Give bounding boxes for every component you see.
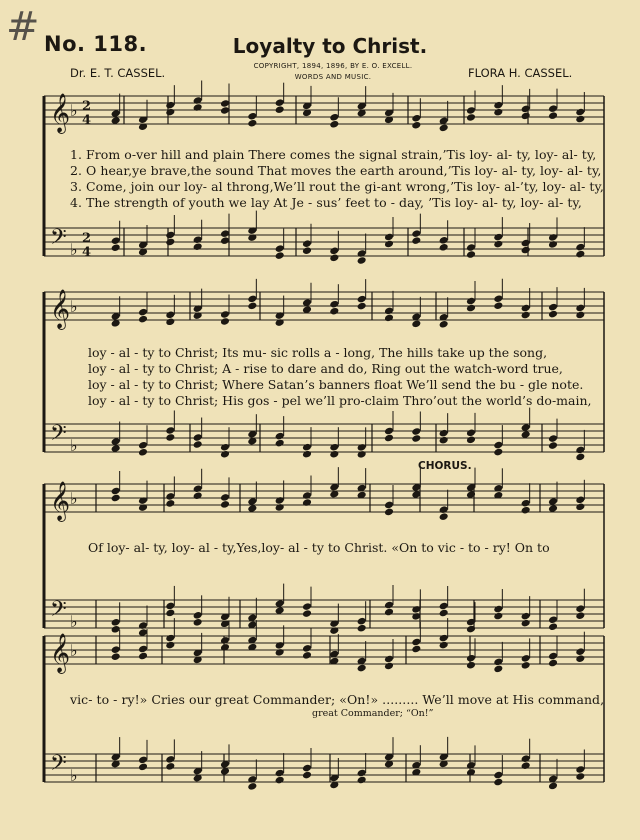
bass-note (357, 776, 367, 785)
bass-note (548, 441, 558, 450)
treble-clef-icon: 𝄞 (50, 633, 71, 673)
melody-note (548, 659, 558, 668)
bass-note (357, 624, 367, 633)
bass-note (439, 243, 449, 252)
echo-lyric: great Commander; “On!” (312, 708, 434, 719)
verse-3-line-1: 3. Come, join our loy- al throng,We’ll rout the gi-ant wrong,’Tis loy- al-’ty, loy- al- ty, (70, 179, 604, 194)
flat-icon: ♭ (70, 766, 78, 785)
melody-note (193, 491, 203, 500)
melody-note (247, 302, 257, 311)
bass-note (575, 250, 585, 259)
bass-note (521, 761, 531, 770)
bass-note (439, 609, 449, 618)
melody-note (466, 113, 476, 122)
bass-note (493, 448, 503, 457)
melody-note (521, 112, 531, 121)
melody-note (384, 314, 394, 323)
bass-note (165, 609, 175, 618)
time-signature: 4 (82, 113, 92, 128)
bass-note (521, 619, 531, 628)
bass-note (575, 453, 585, 462)
hymn-title: Loyalty to Christ. (232, 34, 428, 58)
melody-note (220, 317, 230, 326)
melody-note (439, 320, 449, 329)
bass-note (247, 782, 257, 791)
time-signature: 2 (82, 99, 92, 114)
melody-note (466, 661, 476, 670)
bass-note (548, 240, 558, 249)
melody-note (466, 304, 476, 313)
verse-3-line-2: loy - al - ty to Christ; Where Satan’s banners float We’ll send the bu - gle note. (88, 377, 584, 392)
treble-clef-icon: 𝄞 (50, 93, 71, 133)
bass-note (575, 611, 585, 620)
composer-credit: Dr. E. T. CASSEL. (70, 66, 166, 80)
bass-note (165, 762, 175, 771)
bass-note (138, 448, 148, 457)
hymn-number: No. 118. (44, 32, 148, 56)
flat-icon: ♭ (70, 489, 78, 508)
verse-4-line-2: loy - al - ty to Christ; His gos - pel we’ll pro-claim Thro’out the world’s do-main, (88, 393, 592, 408)
bass-note (493, 240, 503, 249)
melody-note (521, 311, 531, 320)
bass-note (548, 782, 558, 791)
chorus-label: CHORUS. (418, 460, 472, 472)
bass-note (302, 609, 312, 618)
flat-icon: ♭ (70, 101, 78, 120)
melody-note (138, 315, 148, 324)
time-signature: 4 (82, 245, 92, 260)
verse-4-line-1: 4. The strength of youth we lay At Je - sus’ feet to - day, ’Tis loy- al- ty, loy- al- ty, (70, 195, 582, 210)
copyright-subline: WORDS AND MUSIC. (294, 73, 372, 81)
bass-note (357, 256, 367, 265)
melody-note (411, 645, 421, 654)
flat-icon: ♭ (70, 641, 78, 660)
melody-note (411, 121, 421, 130)
melody-note (575, 115, 585, 124)
melody-note (493, 301, 503, 310)
chorus-line-1: Of loy- al- ty, loy- al - ty,Yes,loy- al - ty to Christ. «On to vic - to - ry! On to (88, 540, 550, 555)
bass-note (439, 436, 449, 445)
melody-note (357, 664, 367, 673)
time-signature: 2 (82, 231, 92, 246)
bass-note (275, 776, 285, 785)
melody-note (275, 105, 285, 114)
melody-note (439, 124, 449, 133)
melody-note (521, 661, 531, 670)
melody-note (165, 108, 175, 117)
chorus-line-2: vic- to - ry!» Cries our great Commander; «On!» ......... We’ll move at His command, (70, 692, 605, 707)
melody-note (329, 120, 339, 129)
bass-note (548, 622, 558, 631)
melody-note (439, 641, 449, 650)
melody-note (111, 494, 121, 503)
melody-note (275, 648, 285, 657)
bass-note (193, 440, 203, 449)
melody-note (384, 508, 394, 517)
melody-note (329, 307, 339, 316)
bass-note (411, 236, 421, 245)
flat-icon: ♭ (70, 612, 78, 631)
bass-note (575, 772, 585, 781)
bass-note (493, 778, 503, 787)
bass-note (165, 433, 175, 442)
melody-note (411, 319, 421, 328)
bass-note (329, 253, 339, 262)
bass-clef-icon: 𝄢 (50, 751, 67, 781)
bass-note (275, 439, 285, 448)
verse-1-line-1: 1. From o-ver hill and plain There comes the signal strain,’Tis loy- al- ty, loy- al- ty, (70, 147, 597, 162)
melody-note (575, 502, 585, 511)
melody-note (439, 512, 449, 521)
bass-note (111, 243, 121, 252)
bass-clef-icon: 𝄢 (50, 597, 67, 627)
melody-note (493, 108, 503, 117)
bass-note (193, 618, 203, 627)
bass-note (138, 763, 148, 772)
melody-note (575, 654, 585, 663)
bass-note (466, 250, 476, 259)
treble-clef-icon: 𝄞 (50, 289, 71, 329)
lyricist-credit: FLORA H. CASSEL. (468, 66, 573, 80)
bass-note (384, 608, 394, 617)
melody-note (384, 662, 394, 671)
bass-note (302, 246, 312, 255)
bass-note (302, 450, 312, 459)
melody-note (165, 499, 175, 508)
melody-note (575, 311, 585, 320)
bass-note (357, 450, 367, 459)
melody-note (521, 506, 531, 515)
flat-icon: ♭ (70, 240, 78, 259)
bass-note (466, 435, 476, 444)
flat-icon: ♭ (70, 297, 78, 316)
melody-note (548, 310, 558, 319)
bass-note (302, 771, 312, 780)
melody-note (193, 103, 203, 112)
bass-note (165, 238, 175, 247)
bass-note (329, 450, 339, 459)
verse-2-line-2: loy - al - ty to Christ; A - rise to dare and do, Ring out the watch-word true, (88, 361, 563, 376)
melody-note (165, 641, 175, 650)
bass-note (220, 450, 230, 459)
verse-2-line-1: 2. O hear,ye brave,the sound That moves the earth around,’Tis loy- al- ty, loy- al- ty, (70, 163, 602, 178)
bass-note (493, 612, 503, 621)
bass-note (275, 251, 285, 260)
melody-note (493, 665, 503, 674)
melody-note (357, 302, 367, 311)
melody-note (302, 498, 312, 507)
melody-note (548, 111, 558, 120)
bass-note (384, 240, 394, 249)
bass-clef-icon: 𝄢 (50, 225, 67, 255)
bass-note (193, 242, 203, 251)
treble-clef-icon: 𝄞 (50, 481, 71, 521)
flat-icon: ♭ (70, 436, 78, 455)
melody-note (111, 652, 121, 661)
margin-mark: # (6, 4, 40, 50)
melody-note (302, 651, 312, 660)
copyright-line: COPYRIGHT, 1894, 1896, BY E. O. EXCELL. (253, 62, 413, 70)
bass-note (521, 246, 531, 255)
verse-1-line-2: loy - al - ty to Christ; Its mu- sic rolls a - long, The hills take up the song, (88, 345, 548, 360)
bass-note (411, 434, 421, 443)
bass-note (384, 434, 394, 443)
melody-note (220, 500, 230, 509)
bass-clef-icon: 𝄢 (50, 421, 67, 451)
melody-note (275, 503, 285, 512)
melody-note (165, 317, 175, 326)
melody-note (138, 652, 148, 661)
melody-note (247, 119, 257, 128)
